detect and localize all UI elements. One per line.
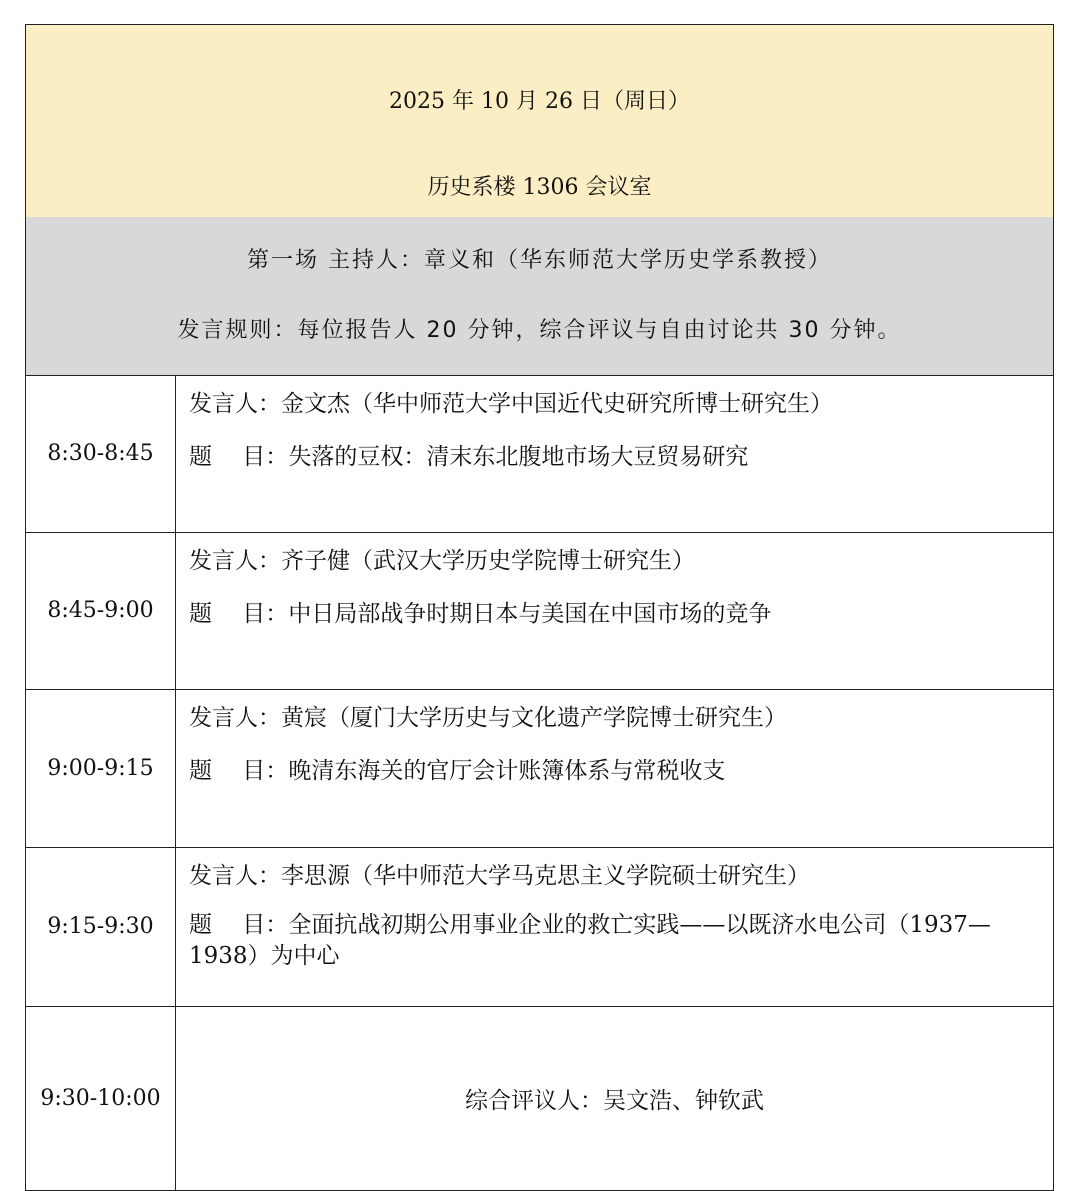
topic-title: 失落的豆权：清末东北腹地市场大豆贸易研究: [288, 444, 749, 470]
table-row: [25, 847, 1054, 1007]
talk-content: [176, 689, 1053, 847]
date-text: 2025 年 10 月 26 日（周日）: [389, 89, 690, 114]
date-venue-band: [25, 24, 1054, 218]
speaker-label: 发言人：: [189, 705, 281, 731]
topic-label: 题 目：: [189, 758, 289, 784]
summary-row: [25, 1006, 1054, 1191]
speaker-label: 发言人：: [189, 391, 281, 417]
time-slot: 9:15-9:30: [26, 847, 176, 1006]
topic-label: 题 目：: [189, 912, 289, 938]
speaker-name: 李思源（华中师范大学马克思主义学院硕士研究生）: [281, 863, 810, 889]
speaker-name: 黄宸（厦门大学历史与文化遗产学院博士研究生）: [281, 705, 787, 731]
table-row: [25, 689, 1054, 848]
topic-title: 晚清东海关的官厅会计账簿体系与常税收支: [288, 758, 726, 784]
session-rules: 发言规则：每位报告人 20 分钟，综合评议与自由讨论共 30 分钟。: [177, 318, 902, 343]
time-slot: 8:30-8:45: [26, 375, 176, 532]
topic-label: 题 目：: [189, 444, 289, 470]
speaker-name: 金文杰（华中师范大学中国近代史研究所博士研究生）: [281, 391, 833, 417]
time-slot: 8:45-9:00: [26, 532, 176, 689]
topic-label: 题 目：: [189, 601, 289, 627]
commentators-text: 综合评议人：吴文浩、钟钦武: [465, 1087, 764, 1114]
topic-title: 全面抗战初期公用事业企业的救亡实践——以既济水电公司（1937—1938）为中心: [189, 912, 991, 969]
table-row: [25, 375, 1054, 533]
time-slot: 9:30-10:00: [26, 1006, 176, 1190]
speaker-label: 发言人：: [189, 548, 281, 574]
speaker-label: 发言人：: [189, 863, 281, 889]
table-row: [25, 532, 1054, 690]
talk-content: [176, 532, 1053, 689]
session-band: [25, 217, 1054, 376]
venue-text: 历史系楼 1306 会议室: [427, 175, 652, 200]
session-title: 第一场 主持人：章义和（华东师范大学历史学系教授）: [247, 248, 832, 273]
time-slot: 9:00-9:15: [26, 689, 176, 847]
topic-title: 中日局部战争时期日本与美国在中国市场的竞争: [288, 601, 772, 627]
talk-content: [176, 375, 1053, 532]
talk-content: [176, 847, 1053, 1006]
speaker-name: 齐子健（武汉大学历史学院博士研究生）: [281, 548, 695, 574]
